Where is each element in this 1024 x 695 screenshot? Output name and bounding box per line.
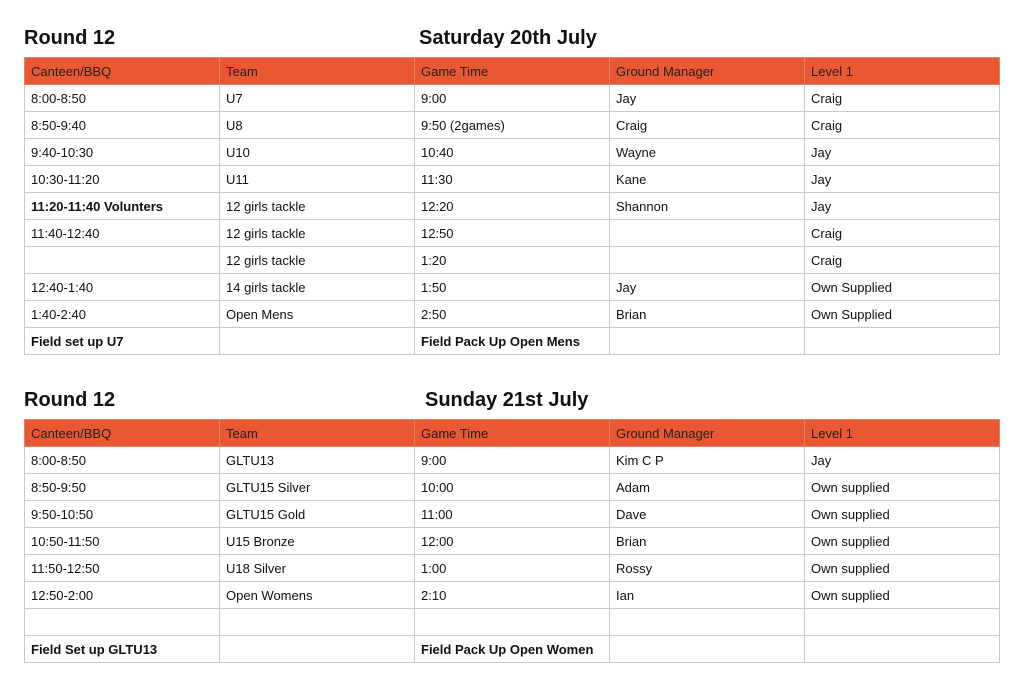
table-row <box>25 139 1000 166</box>
table-cell: 10:50-11:50 <box>25 528 220 555</box>
table-cell: Own supplied <box>805 582 1000 609</box>
table-cell: Own supplied <box>805 501 1000 528</box>
date-title: Sunday 21st July <box>425 389 589 411</box>
table-cell: Craig <box>805 112 1000 139</box>
table-cell: 12:40-1:40 <box>25 274 220 301</box>
table-cell: 9:40-10:30 <box>25 139 220 166</box>
table-row <box>25 220 1000 247</box>
column-header-team: Team <box>220 58 415 85</box>
table-cell: 12:20 <box>415 193 610 220</box>
table-cell: Jay <box>805 447 1000 474</box>
table-cell: Jay <box>610 274 805 301</box>
sunday-section <box>24 389 1000 663</box>
table-cell: 9:50 (2games) <box>415 112 610 139</box>
table-cell: Craig <box>805 220 1000 247</box>
table-cell: U18 Silver <box>220 555 415 582</box>
table-cell: U7 <box>220 85 415 112</box>
table-cell: 9:00 <box>415 85 610 112</box>
table-row <box>25 555 1000 582</box>
table-cell: 1:20 <box>415 247 610 274</box>
table-cell: 11:50-12:50 <box>25 555 220 582</box>
table-cell <box>220 328 415 355</box>
table-row <box>25 166 1000 193</box>
table-cell: 8:00-8:50 <box>25 85 220 112</box>
table-row <box>25 609 1000 636</box>
table-cell <box>415 609 610 636</box>
column-header-ground-manager: Ground Manager <box>610 58 805 85</box>
table-cell: 12 girls tackle <box>220 247 415 274</box>
table-row <box>25 447 1000 474</box>
table-cell: Field Set up GLTU13 <box>25 636 220 663</box>
table-cell: 12 girls tackle <box>220 193 415 220</box>
saturday-heading <box>24 27 1000 57</box>
table-cell: Own Supplied <box>805 301 1000 328</box>
table-cell: 9:50-10:50 <box>25 501 220 528</box>
table-row <box>25 274 1000 301</box>
table-cell: 12 girls tackle <box>220 220 415 247</box>
table-cell: Jay <box>805 166 1000 193</box>
table-cell: 9:00 <box>415 447 610 474</box>
table-cell <box>805 328 1000 355</box>
table-cell: Wayne <box>610 139 805 166</box>
table-cell: 11:30 <box>415 166 610 193</box>
table-cell: 12:50 <box>415 220 610 247</box>
table-cell: 1:50 <box>415 274 610 301</box>
table-cell: Kane <box>610 166 805 193</box>
table-cell: 12:50-2:00 <box>25 582 220 609</box>
table-cell: Dave <box>610 501 805 528</box>
saturday-roster-table <box>24 57 1000 355</box>
table-cell: 14 girls tackle <box>220 274 415 301</box>
table-row <box>25 328 1000 355</box>
sunday-roster-table <box>24 419 1000 663</box>
table-cell <box>25 247 220 274</box>
table-cell <box>805 636 1000 663</box>
table-cell: 10:00 <box>415 474 610 501</box>
column-header-level-1: Level 1 <box>805 420 1000 447</box>
table-cell: U11 <box>220 166 415 193</box>
column-header-canteen: Canteen/BBQ <box>25 420 220 447</box>
sunday-heading <box>24 389 1000 419</box>
date-title: Saturday 20th July <box>419 27 597 49</box>
saturday-section <box>24 27 1000 355</box>
table-cell: Shannon <box>610 193 805 220</box>
table-cell: GLTU13 <box>220 447 415 474</box>
table-cell: Own supplied <box>805 528 1000 555</box>
table-cell: Rossy <box>610 555 805 582</box>
table-cell <box>805 609 1000 636</box>
table-row <box>25 247 1000 274</box>
table-cell: Own supplied <box>805 555 1000 582</box>
table-cell: Own Supplied <box>805 274 1000 301</box>
table-row <box>25 85 1000 112</box>
table-row <box>25 301 1000 328</box>
table-cell <box>610 609 805 636</box>
table-cell <box>610 636 805 663</box>
table-cell: Craig <box>805 85 1000 112</box>
table-cell: Jay <box>610 85 805 112</box>
table-cell: 1:00 <box>415 555 610 582</box>
table-cell: Field Pack Up Open Women <box>415 636 610 663</box>
table-cell: Field Pack Up Open Mens <box>415 328 610 355</box>
table-row <box>25 501 1000 528</box>
table-cell: 2:50 <box>415 301 610 328</box>
table-cell: 10:30-11:20 <box>25 166 220 193</box>
table-cell <box>220 609 415 636</box>
saturday-table-body <box>25 85 1000 355</box>
table-cell: Open Mens <box>220 301 415 328</box>
table-cell <box>220 636 415 663</box>
table-cell: Ian <box>610 582 805 609</box>
table-cell: 12:00 <box>415 528 610 555</box>
table-cell: U10 <box>220 139 415 166</box>
table-cell <box>25 609 220 636</box>
table-cell: Craig <box>805 247 1000 274</box>
table-cell: 8:50-9:40 <box>25 112 220 139</box>
table-cell: 10:40 <box>415 139 610 166</box>
column-header-canteen: Canteen/BBQ <box>25 58 220 85</box>
sunday-table-body <box>25 447 1000 663</box>
table-cell: Jay <box>805 193 1000 220</box>
table-cell: 11:00 <box>415 501 610 528</box>
column-header-level-1: Level 1 <box>805 58 1000 85</box>
column-header-game-time: Game Time <box>415 58 610 85</box>
table-row <box>25 582 1000 609</box>
table-cell: Open Womens <box>220 582 415 609</box>
table-cell <box>610 220 805 247</box>
table-cell: 11:20-11:40 Volunters <box>25 193 220 220</box>
header-row <box>25 420 1000 447</box>
header-row <box>25 58 1000 85</box>
column-header-team: Team <box>220 420 415 447</box>
table-cell: Brian <box>610 301 805 328</box>
table-cell <box>610 247 805 274</box>
table-cell: U8 <box>220 112 415 139</box>
table-cell: U15 Bronze <box>220 528 415 555</box>
column-header-game-time: Game Time <box>415 420 610 447</box>
table-row <box>25 193 1000 220</box>
table-row <box>25 474 1000 501</box>
table-row <box>25 636 1000 663</box>
table-cell: 11:40-12:40 <box>25 220 220 247</box>
table-row <box>25 528 1000 555</box>
table-cell: Field set up U7 <box>25 328 220 355</box>
round-title: Round 12 <box>24 27 116 49</box>
table-cell: Own supplied <box>805 474 1000 501</box>
table-cell: GLTU15 Silver <box>220 474 415 501</box>
table-cell: Jay <box>805 139 1000 166</box>
table-cell: 8:50-9:50 <box>25 474 220 501</box>
table-cell: GLTU15 Gold <box>220 501 415 528</box>
table-cell <box>610 328 805 355</box>
round-title: Round 12 <box>24 389 116 411</box>
table-row <box>25 112 1000 139</box>
table-cell: Craig <box>610 112 805 139</box>
table-cell: Brian <box>610 528 805 555</box>
table-cell: 2:10 <box>415 582 610 609</box>
table-cell: 1:40-2:40 <box>25 301 220 328</box>
table-cell: 8:00-8:50 <box>25 447 220 474</box>
table-cell: Adam <box>610 474 805 501</box>
table-cell: Kim C P <box>610 447 805 474</box>
column-header-ground-manager: Ground Manager <box>610 420 805 447</box>
